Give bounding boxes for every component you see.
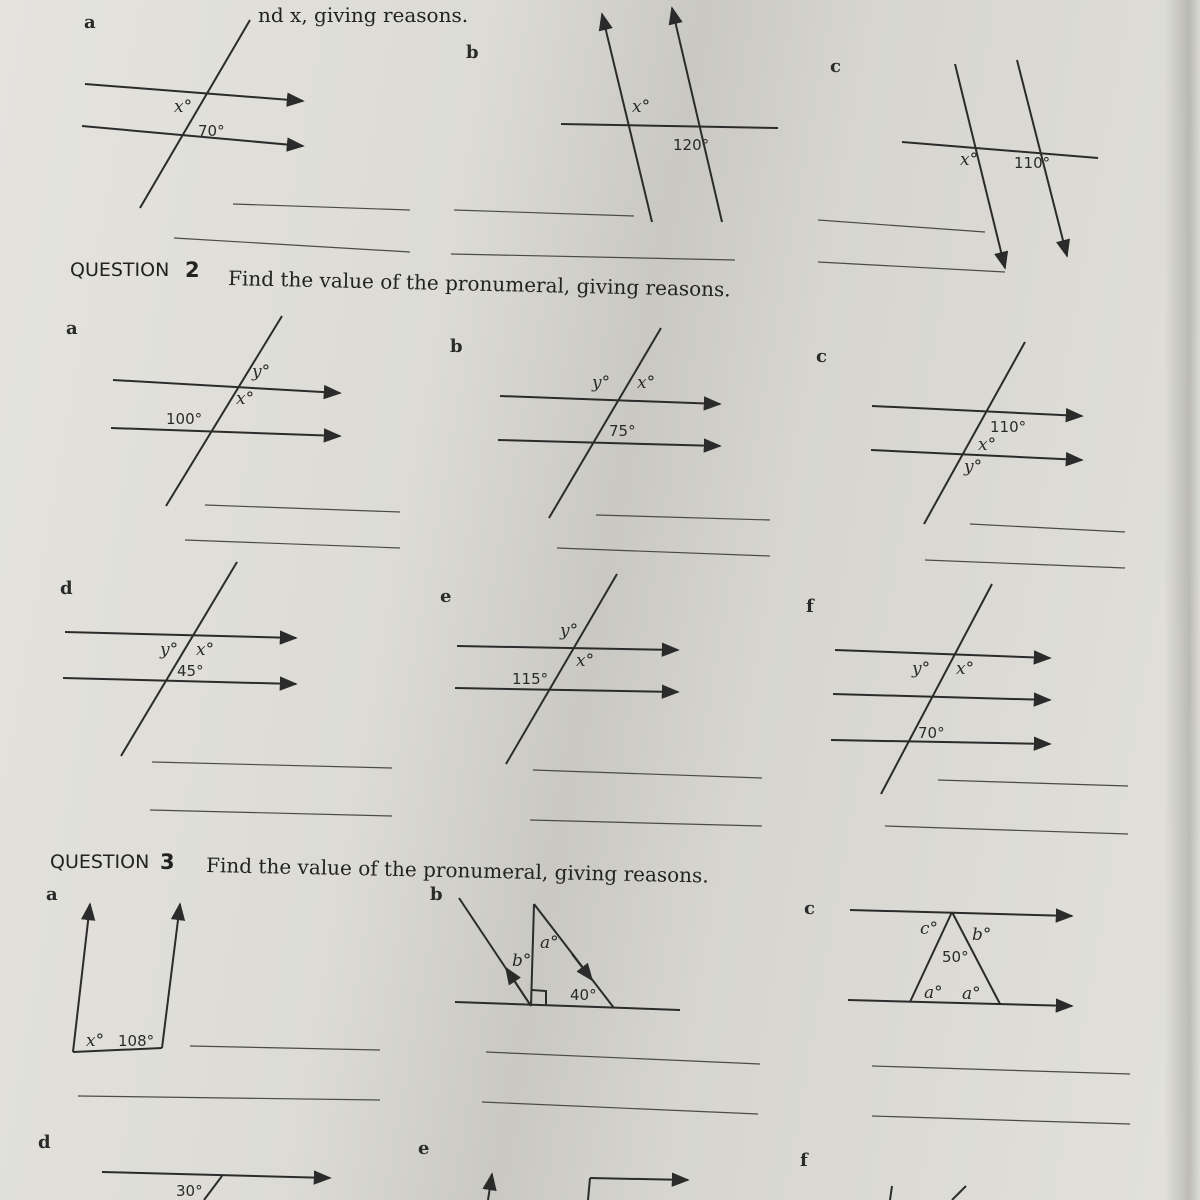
answer-line <box>190 1046 380 1050</box>
angle-var-x: x° <box>196 640 215 660</box>
angle-var-x: x° <box>86 1031 105 1051</box>
angle-var-y: y° <box>964 457 983 477</box>
parallel-line <box>162 904 180 1048</box>
answer-line <box>482 1102 758 1114</box>
parallel-line <box>833 694 1050 700</box>
parallel-arrow <box>488 1174 492 1200</box>
angle-var-x: x° <box>576 651 595 671</box>
angle-var-x: x° <box>956 659 975 679</box>
angle-value: 115° <box>512 670 549 688</box>
parallel-line <box>850 910 1072 916</box>
crossing-line <box>561 124 778 128</box>
answer-line <box>152 762 392 768</box>
right-angle-mark <box>532 990 546 1006</box>
question-instruction: Find the value of the pronumeral, giving reasons. <box>205 853 709 888</box>
q3-part-d <box>38 1132 330 1200</box>
part-label: f <box>800 1150 808 1171</box>
parallel-line <box>82 126 303 146</box>
angle-value: 108° <box>118 1032 155 1050</box>
question-word: QUESTION <box>50 851 150 873</box>
angle-value: 120° <box>673 136 710 154</box>
answer-line <box>486 1052 760 1064</box>
angle-value: 70° <box>918 724 945 742</box>
question-instruction: Find the value of the pronumeral, giving reasons. <box>227 266 731 302</box>
parallel-line <box>672 8 722 222</box>
answer-line <box>174 238 410 252</box>
angle-value: 70° <box>198 122 225 140</box>
q1-part-b <box>451 8 778 260</box>
question-word: QUESTION <box>70 259 170 281</box>
answer-line <box>557 548 770 556</box>
question-number: 3 <box>160 850 175 874</box>
answer-line <box>150 810 392 816</box>
angle-var-b: b° <box>512 951 532 971</box>
q3-part-e <box>418 1138 688 1200</box>
transversal-line <box>204 1176 222 1200</box>
answer-line <box>872 1116 1130 1124</box>
part-label: b <box>466 42 479 63</box>
angle-var-a: a° <box>962 984 981 1004</box>
answer-line <box>596 515 770 520</box>
parallel-arrow <box>506 968 531 1006</box>
angle-var-b: b° <box>972 925 992 945</box>
parallel-line <box>455 688 678 692</box>
transversal-line <box>506 574 617 764</box>
angle-var-y: y° <box>912 659 931 679</box>
header-fragment: nd x, giving reasons. <box>258 3 469 27</box>
transversal-line <box>549 328 661 518</box>
angle-var-x: x° <box>632 97 651 117</box>
part-label: f <box>806 596 814 617</box>
angle-var-c: c° <box>920 919 939 939</box>
answer-line <box>818 220 985 232</box>
angle-value: 40° <box>570 986 597 1004</box>
angle-value: 75° <box>609 422 636 440</box>
angle-var-x: x° <box>174 97 193 117</box>
q2-heading <box>70 258 731 301</box>
q2-part-d <box>60 562 392 816</box>
answer-line <box>233 204 410 210</box>
angle-var-x: x° <box>236 389 255 409</box>
parallel-line <box>113 380 340 393</box>
parallel-line <box>500 396 720 404</box>
q2-part-a <box>66 316 400 548</box>
slant-line <box>952 1186 966 1200</box>
angle-var-x: x° <box>960 150 979 170</box>
answer-line <box>872 1066 1130 1074</box>
q3-part-f <box>800 1150 966 1200</box>
crossing-line <box>902 142 1098 158</box>
q2-part-c <box>816 342 1125 568</box>
answer-line <box>885 826 1128 834</box>
q3-heading <box>50 850 709 888</box>
part-label: c <box>804 898 815 919</box>
angle-value: 110° <box>1014 154 1051 172</box>
angle-var-a: a° <box>540 933 559 953</box>
answer-line <box>533 770 762 778</box>
answer-line <box>454 210 634 216</box>
q2-part-e <box>440 574 762 826</box>
parallel-line <box>602 14 652 222</box>
part-label: a <box>46 884 58 905</box>
angle-var-a: a° <box>924 983 943 1003</box>
q3-part-b <box>430 884 760 1114</box>
part-label: b <box>450 336 463 357</box>
answer-line <box>818 262 1005 272</box>
transversal-line <box>121 562 237 756</box>
angle-var-y: y° <box>160 640 179 660</box>
answer-line <box>205 505 400 512</box>
part-label: d <box>60 578 73 599</box>
angle-value: 50° <box>942 948 969 966</box>
parallel-arrow <box>572 954 592 980</box>
part-label: b <box>430 884 443 905</box>
parallel-line <box>73 904 90 1052</box>
angle-value: 100° <box>166 410 203 428</box>
parallel-line <box>111 428 340 436</box>
q1-part-c <box>818 56 1098 272</box>
vertical-line <box>890 1186 892 1200</box>
angle-var-x: x° <box>637 373 656 393</box>
parallel-line <box>85 84 303 101</box>
parallel-line <box>590 1178 688 1180</box>
answer-line <box>938 780 1128 786</box>
part-label: c <box>830 56 841 77</box>
answer-line <box>78 1096 380 1100</box>
part-label: a <box>66 318 78 339</box>
part-label: e <box>440 586 452 607</box>
part-label: d <box>38 1132 51 1153</box>
parallel-line <box>848 1000 1072 1006</box>
vertical-line <box>588 1178 590 1200</box>
transversal-line <box>881 584 992 794</box>
question-number: 2 <box>185 258 200 282</box>
base-line <box>455 1002 680 1010</box>
angle-value: 30° <box>176 1182 203 1200</box>
parallel-line <box>457 646 678 650</box>
angle-var-y: y° <box>560 621 579 641</box>
transversal-line <box>140 20 250 208</box>
part-label: e <box>418 1138 430 1159</box>
parallel-line <box>498 440 720 446</box>
part-label: a <box>84 12 96 33</box>
answer-line <box>185 540 400 548</box>
parallel-line <box>835 650 1050 658</box>
answer-line <box>970 524 1125 532</box>
answer-line <box>925 560 1125 568</box>
q2-part-b <box>450 328 770 556</box>
answer-line <box>451 254 735 260</box>
angle-var-x: x° <box>978 435 997 455</box>
answer-line <box>530 820 762 826</box>
part-label: c <box>816 346 827 367</box>
parallel-line <box>65 632 296 638</box>
angle-var-y: y° <box>252 362 271 382</box>
q3-part-c <box>804 898 1130 1124</box>
q2-part-f <box>806 584 1128 834</box>
q3-part-a <box>46 884 380 1100</box>
angle-var-y: y° <box>592 373 611 393</box>
parallel-line <box>872 406 1082 416</box>
parallel-line <box>102 1172 330 1178</box>
angle-value: 45° <box>177 662 204 680</box>
angle-value: 110° <box>990 418 1027 436</box>
q1-part-a <box>82 12 410 252</box>
